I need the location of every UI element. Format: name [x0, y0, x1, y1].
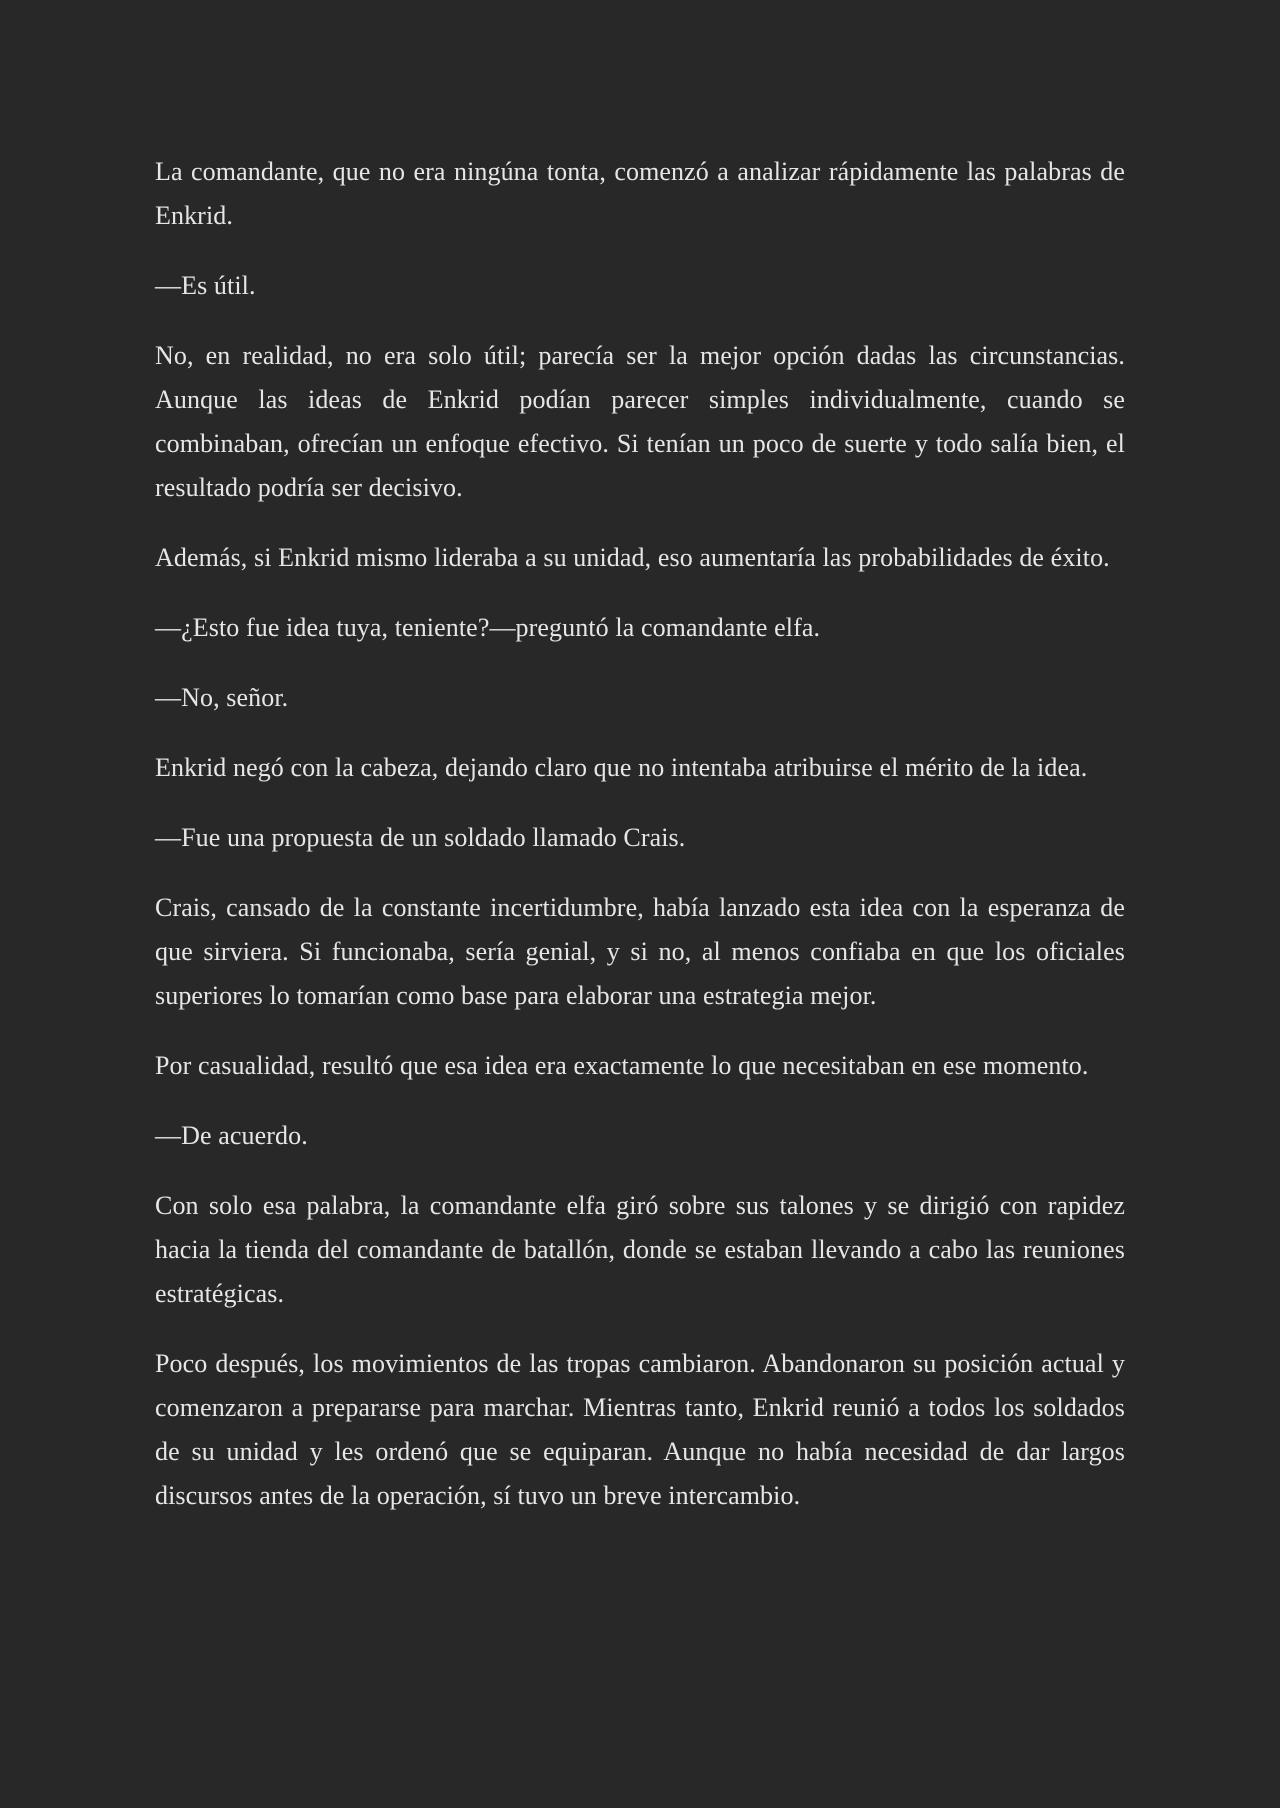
dialogue-line: —Es útil.: [155, 271, 256, 300]
chapter-text: [155, 150, 1125, 1518]
paragraph: Además, si Enkrid mismo lideraba a su unidad, eso aumentaría las probabilidades de éxito.: [155, 543, 1110, 572]
dialogue-line: —Fue una propuesta de un soldado llamado Crais.: [155, 823, 686, 852]
dialogue-line: —¿Esto fue idea tuya, teniente?—preguntó la comandante elfa.: [155, 613, 821, 642]
paragraph: No, en realidad, no era solo útil; parecía ser la mejor opción dadas las circunstancias. Aunque las ideas de Enkrid podían parecer simples individualmente, cuando se combinaban, ofrecían un enfoque efectivo. Si tenían un poco de suerte y todo salía bien, el resultado podría ser decisivo.: [155, 341, 1125, 502]
paragraph: Poco después, los movimientos de las tropas cambiaron. Abandonaron su posición actual y comenzaron a prepararse para marchar. Mientras tanto, Enkrid reunió a todos los soldados de su unidad y les ordenó que se equiparan. Aunque no había necesidad de dar largos discursos antes de la operación, sí tuvo un breve intercambio.: [155, 1349, 1125, 1510]
paragraph: Con solo esa palabra, la comandante elfa giró sobre sus talones y se dirigió con rapidez hacia la tienda del comandante de batallón, donde se estaban llevando a cabo las reuniones estratégicas.: [155, 1191, 1125, 1308]
dialogue-line: —De acuerdo.: [155, 1121, 308, 1150]
paragraph: La comandante, que no era ningúna tonta, comenzó a analizar rápidamente las palabras de Enkrid.: [155, 157, 1125, 230]
paragraph: Por casualidad, resultó que esa idea era exactamente lo que necesitaban en ese momento.: [155, 1051, 1089, 1080]
dialogue-line: —No, señor.: [155, 683, 289, 712]
paragraph: Enkrid negó con la cabeza, dejando claro que no intentaba atribuirse el mérito de la idea.: [155, 753, 1088, 782]
paragraph: Crais, cansado de la constante incertidumbre, había lanzado esta idea con la esperanza de que sirviera. Si funcionaba, sería genial, y si no, al menos confiaba en que los oficiales superiores lo tomarían como base para elaborar una estrategia mejor.: [155, 893, 1125, 1010]
